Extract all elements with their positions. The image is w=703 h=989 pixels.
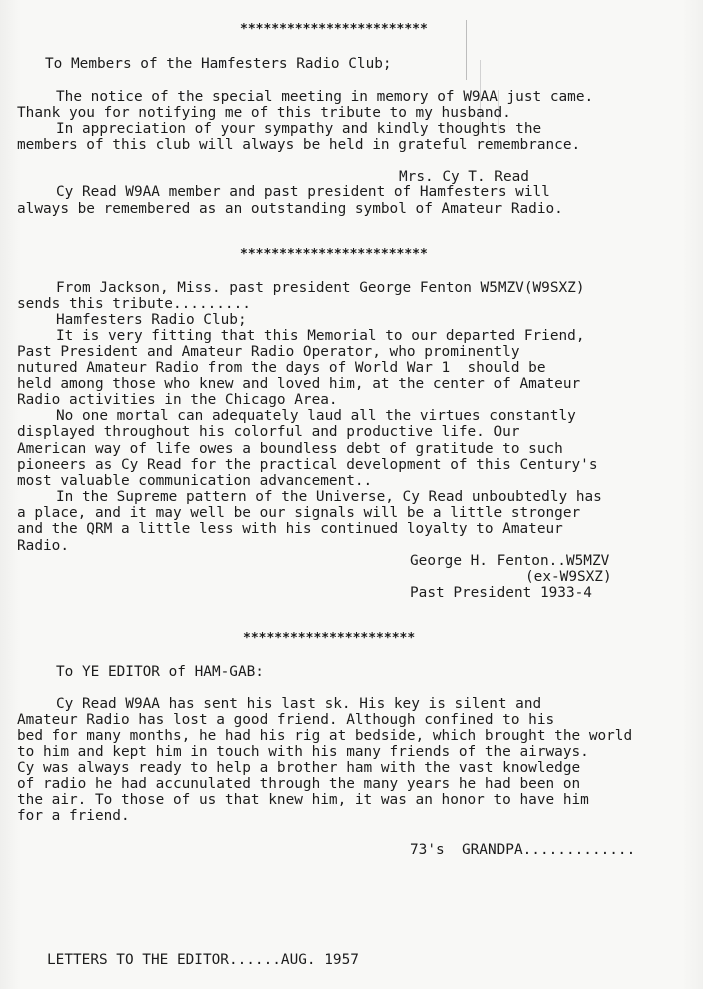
greeting-editor: To YE EDITOR of HAM-GAB: — [56, 664, 264, 680]
tribute-line: It is very fitting that this Memorial to our departed Friend, — [56, 328, 585, 344]
tribute-line: Radio. — [17, 538, 69, 554]
tribute-line: Past President and Amateur Radio Operator, who prominently — [17, 344, 520, 360]
grandpa-line: the air. To those of us that knew him, it was an honor to have him — [17, 792, 589, 808]
greeting-hamfesters: To Members of the Hamfesters Radio Club; — [45, 56, 392, 72]
signature-mrs-read: Mrs. Cy T. Read — [399, 169, 529, 185]
grandpa-line: Cy was always ready to help a brother ham with the vast knowledge — [17, 760, 581, 776]
signature-fenton: George H. Fenton..W5MZV — [410, 553, 610, 569]
tribute-line: displayed throughout his colorful and productive life. Our — [17, 424, 520, 440]
letter-line: members of this club will always be held in grateful remembrance. — [17, 137, 581, 153]
signature-fenton-callsign: (ex-W9SXZ) — [525, 569, 612, 585]
letter-line: In appreciation of your sympathy and kindly thoughts the — [56, 121, 542, 137]
grandpa-line: for a friend. — [17, 808, 130, 824]
signature-grandpa: 73's GRANDPA............. — [410, 842, 636, 858]
section-divider-1: ************************ — [240, 22, 428, 37]
editor-note-line: Cy Read W9AA member and past president of Hamfesters will — [56, 184, 550, 200]
scan-margin-mark — [466, 20, 467, 80]
grandpa-line: to him and kept him in touch with his many friends of the airways. — [17, 744, 589, 760]
tribute-line: a place, and it may well be our signals will be a little stronger — [17, 505, 581, 521]
grandpa-line: Cy Read W9AA has sent his last sk. His key is silent and — [56, 696, 542, 712]
grandpa-line: of radio he had accunulated through the many years he had been on — [17, 776, 581, 792]
tribute-line: and the QRM a little less with his continued loyalty to Amateur — [17, 521, 563, 537]
tribute-line: held among those who knew and loved him, at the center of Amateur — [17, 376, 581, 392]
letter-line: The notice of the special meeting in memory of W9AA just came. — [56, 89, 594, 105]
grandpa-line: Amateur Radio has lost a good friend. Although confined to his — [17, 712, 555, 728]
intro-line: sends this tribute......... — [17, 296, 251, 312]
editor-note-line: always be remembered as an outstanding symbol of Amateur Radio. — [17, 201, 563, 217]
tribute-line: No one mortal can adequately laud all the virtues constantly — [56, 408, 576, 424]
section-divider-2: ************************ — [240, 247, 428, 262]
page-footer: LETTERS TO THE EDITOR......AUG. 1957 — [47, 952, 359, 968]
section-divider-3: ********************** — [243, 631, 416, 646]
tribute-line: nutured Amateur Radio from the days of World War 1 should be — [17, 360, 546, 376]
salutation-hamfesters: Hamfesters Radio Club; — [56, 312, 247, 328]
tribute-line: American way of life owes a boundless debt of gratitude to such — [17, 441, 563, 457]
tribute-line: Radio activities in the Chicago Area. — [17, 392, 338, 408]
tribute-line: most valuable communication advancement.. — [17, 473, 373, 489]
grandpa-line: bed for many months, he had his rig at bedside, which brought the world — [17, 728, 633, 744]
tribute-line: In the Supreme pattern of the Universe, Cy Read unboubtedly has — [56, 489, 602, 505]
signature-fenton-title: Past President 1933-4 — [410, 585, 592, 601]
tribute-line: pioneers as Cy Read for the practical development of this Century's — [17, 457, 598, 473]
intro-line: From Jackson, Miss. past president George Fenton W5MZV(W9SXZ) — [56, 280, 585, 296]
letter-line: Thank you for notifying me of this tribute to my husband. — [17, 105, 511, 121]
